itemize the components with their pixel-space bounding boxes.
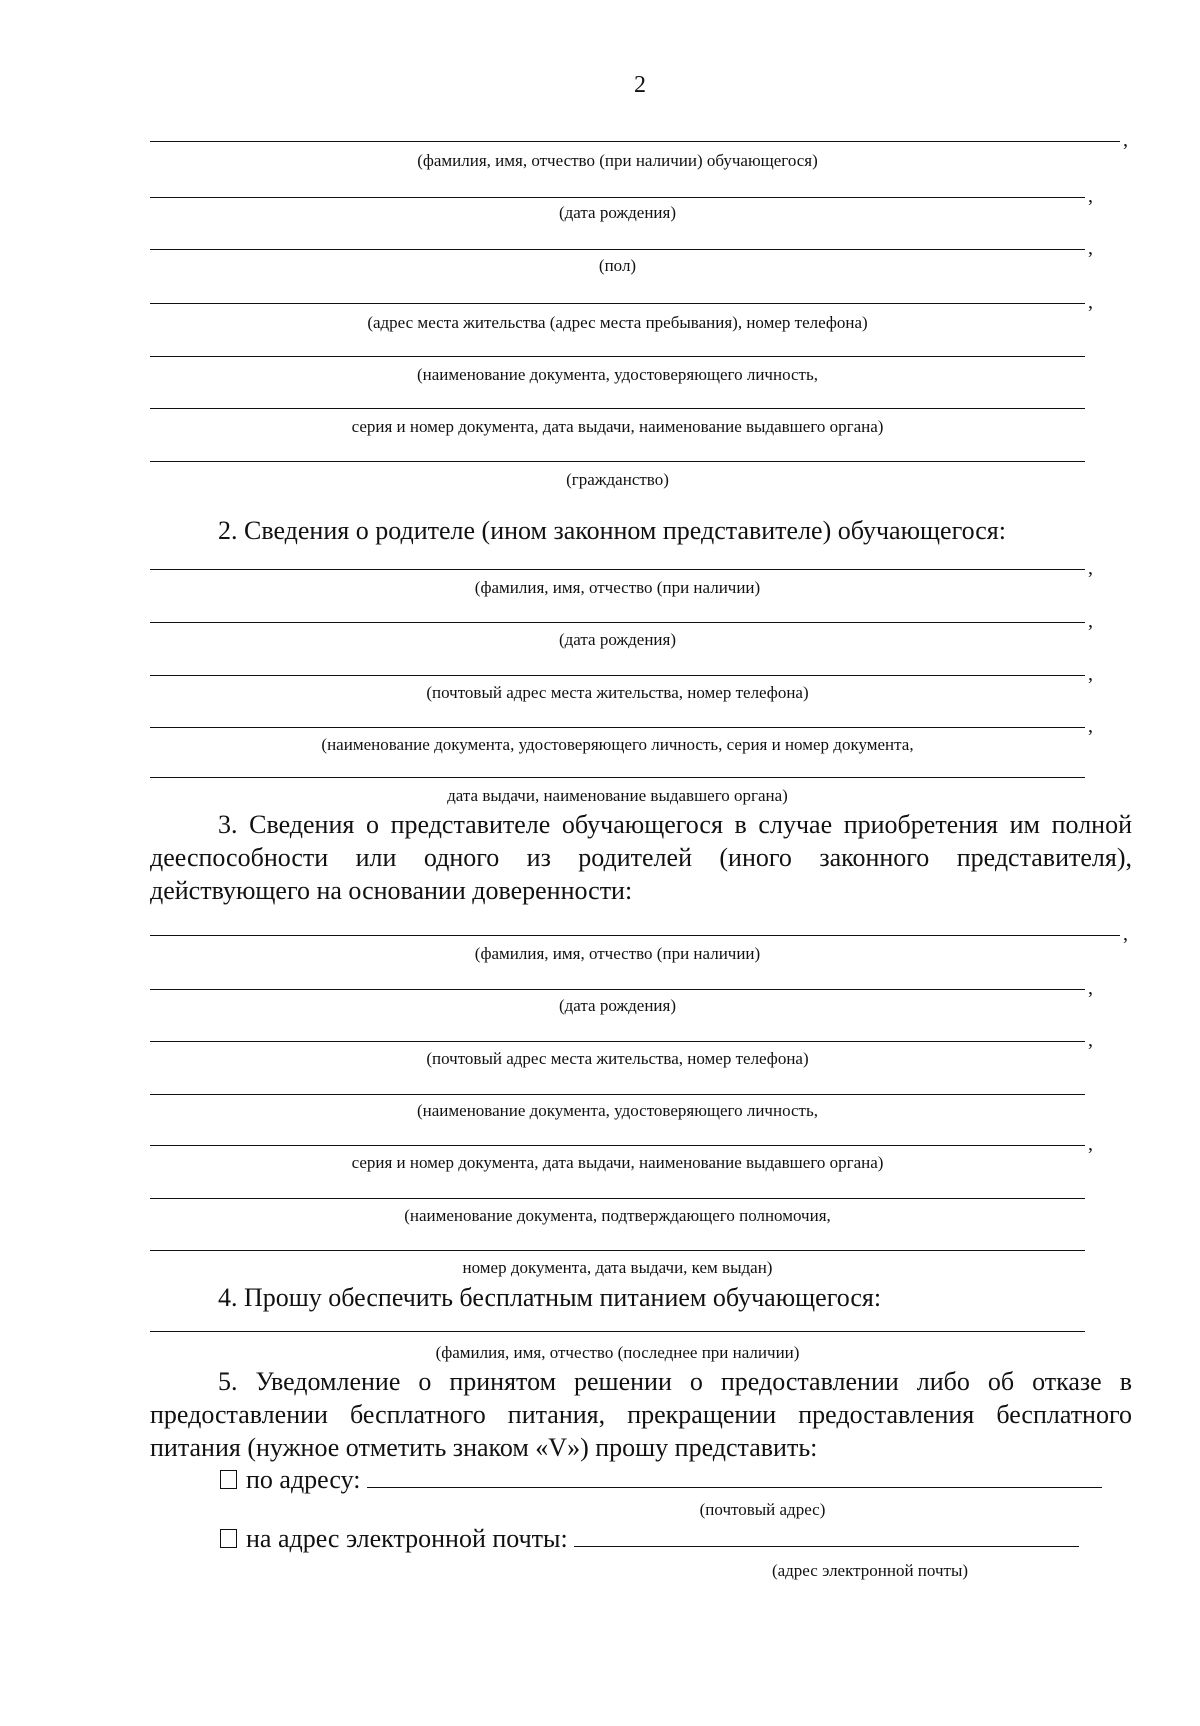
page-number: 2 (634, 72, 646, 98)
caption: (наименование документа, подтверждающего полномочия, (404, 1206, 831, 1225)
student-name-field[interactable]: , (150, 141, 1120, 159)
caption: (дата рождения) (558, 996, 677, 1015)
section-3-heading: 3. Сведения о представителе обучающегося в случае приобретения им полной дееспособности или одного из родителей (иного законного представителя), действующего на основании доверенности: (150, 810, 1132, 905)
caption: (дата рождения) (558, 203, 677, 222)
caption: (фамилия, имя, отчество (последнее при наличии) (435, 1343, 800, 1362)
representative-birthdate-field[interactable]: , (150, 989, 1085, 1007)
notify-by-post-option[interactable] (220, 1465, 1102, 1495)
caption: (дата рождения) (558, 630, 677, 649)
checkbox[interactable] (220, 1529, 237, 1548)
caption: (почтовый адрес места жительства, номер телефона) (426, 1049, 809, 1068)
caption: (фамилия, имя, отчество (при наличии) обучающегося) (417, 151, 818, 170)
parent-id-doc-field[interactable]: , (150, 727, 1085, 745)
option-label: на адрес электронной почты: (246, 1524, 568, 1553)
section-2-heading: 2. Сведения о родителе (ином законном представителе) обучающегося: (218, 516, 1006, 545)
notify-by-email-option[interactable] (220, 1524, 1079, 1554)
caption: (наименование документа, удостоверяющего личность, (417, 1101, 818, 1120)
caption: номер документа, дата выдачи, кем выдан) (462, 1258, 773, 1277)
section-5-heading: 5. Уведомление о принятом решении о предоставлении либо об отказе в предоставлении бесплатного питания, прекращении предоставления бесплатного питания (нужное отметить знаком «V») прошу представить: (150, 1367, 1132, 1462)
representative-id-doc-details-field[interactable]: , (150, 1145, 1085, 1163)
section-4-heading: 4. Прошу обеспечить бесплатным питанием обучающегося: (218, 1283, 882, 1312)
caption: (почтовый адрес) (699, 1500, 826, 1519)
caption: (гражданство) (566, 470, 669, 489)
checkbox[interactable] (220, 1470, 237, 1489)
email-address-input[interactable] (574, 1524, 1079, 1547)
caption: (фамилия, имя, отчество (при наличии) (474, 944, 761, 963)
student-address-field[interactable]: , (150, 303, 1085, 321)
parent-address-field[interactable]: , (150, 675, 1085, 693)
parent-name-field[interactable]: , (150, 569, 1085, 587)
caption: серия и номер документа, дата выдачи, наименование выдавшего органа) (351, 417, 884, 436)
caption: дата выдачи, наименование выдавшего органа) (447, 786, 788, 805)
representative-name-field[interactable]: , (150, 935, 1120, 953)
postal-address-input[interactable] (367, 1465, 1102, 1488)
caption: (пол) (598, 256, 637, 275)
option-label: по адресу: (246, 1465, 361, 1494)
caption: серия и номер документа, дата выдачи, наименование выдавшего органа) (351, 1153, 884, 1172)
caption: (адрес места жительства (адрес места пребывания), номер телефона) (367, 313, 868, 332)
caption: (наименование документа, удостоверяющего личность, (417, 365, 818, 384)
student-sex-field[interactable]: , (150, 249, 1085, 267)
caption: (фамилия, имя, отчество (при наличии) (474, 578, 761, 597)
parent-birthdate-field[interactable]: , (150, 622, 1085, 640)
caption: (адрес электронной почты) (771, 1561, 969, 1580)
student-birthdate-field[interactable]: , (150, 197, 1085, 215)
representative-address-field[interactable]: , (150, 1041, 1085, 1059)
caption: (наименование документа, удостоверяющего личность, серия и номер документа, (321, 735, 914, 754)
caption: (почтовый адрес места жительства, номер телефона) (426, 683, 809, 702)
